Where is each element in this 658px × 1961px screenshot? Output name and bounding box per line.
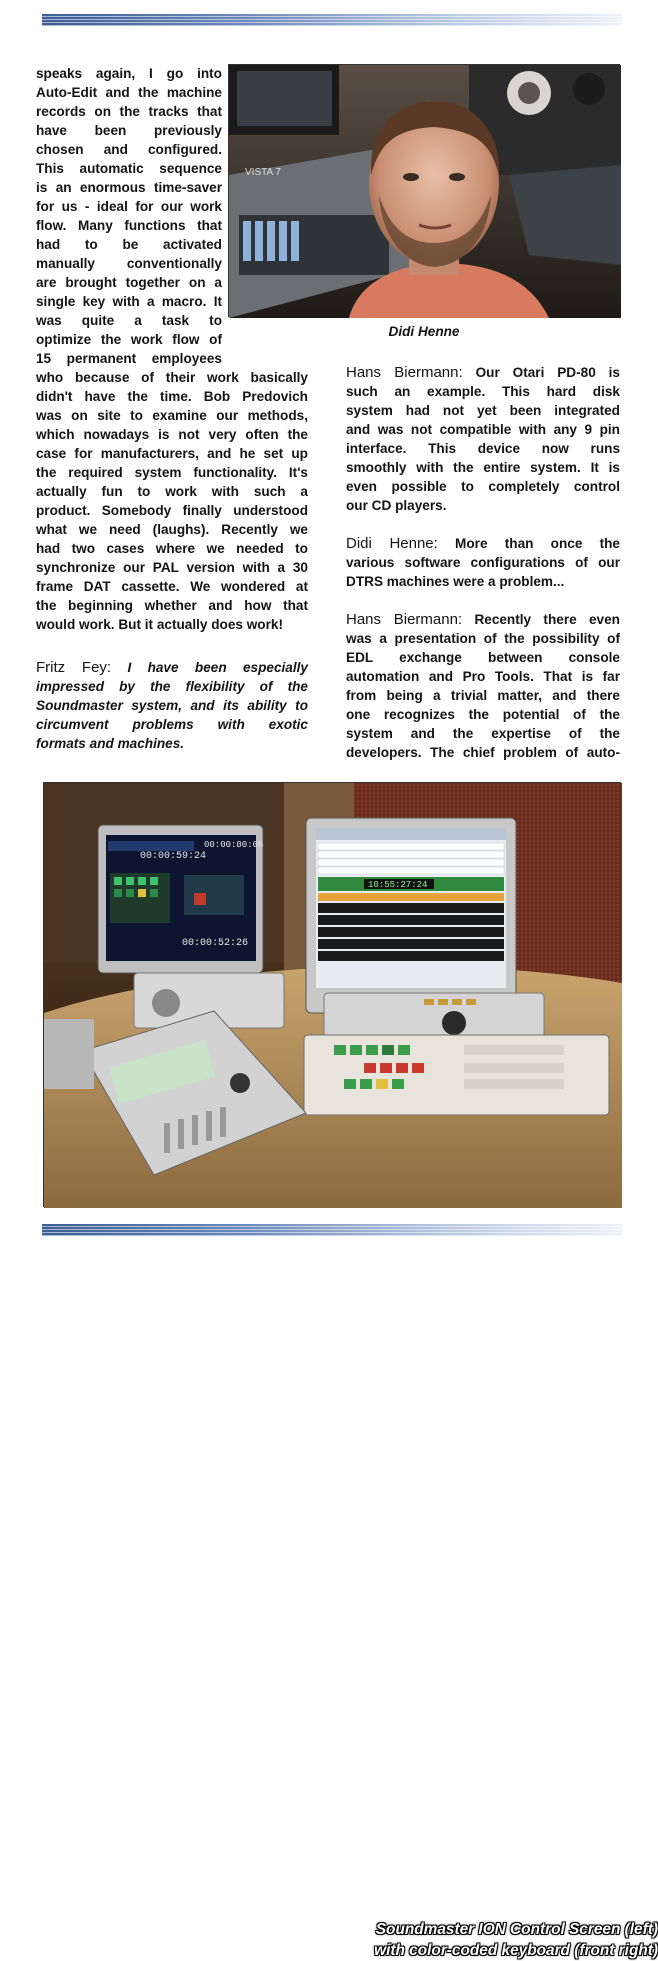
text-line: is an enormous time-saver <box>36 180 222 195</box>
text-line: such an example. This hard disk <box>346 384 620 399</box>
text-line: the required system functionality. It's <box>36 465 308 480</box>
text-line: from being a trivial matter, and there <box>346 688 620 703</box>
p2-first-line <box>346 534 620 553</box>
text-line: smoothly with the entire system. It is <box>346 460 620 475</box>
text-line: chosen and configured. <box>36 142 222 157</box>
text-line: was a presentation of the possibility of <box>346 631 620 646</box>
studio-photo <box>43 782 658 1959</box>
text-line: developers. The chief problem of auto- <box>346 745 620 760</box>
fritz-first-text: I have been especially <box>127 660 308 675</box>
text-line: for us - ideal for our work <box>36 199 222 214</box>
text-line: system and the expertise of the <box>346 726 620 741</box>
text-line: was quite a task to <box>36 313 222 328</box>
footer-rule <box>42 1224 622 1236</box>
text-line: circumvent problems with exotic <box>36 717 308 732</box>
text-line: the beginning whether and how that <box>36 598 308 613</box>
text-line: synchronize our PAL version with a 30 <box>36 560 308 575</box>
text-line: didn't have the time. Bob Predovich <box>36 389 308 404</box>
text-line: DTRS machines were a problem... <box>346 574 565 589</box>
text-line: product. Somebody finally understood <box>36 503 308 518</box>
p2-first-text: More than once the <box>455 536 620 551</box>
left-screen-tc1: 00:00:59:24 <box>140 851 207 862</box>
text-line: records on the tracks that <box>36 104 222 119</box>
text-line: had two cases where we needed to <box>36 541 308 556</box>
text-line: impressed by the flexibility of the <box>36 679 308 694</box>
text-line: even possible to completely control <box>346 479 620 494</box>
text-line: This automatic sequence <box>36 161 222 176</box>
text-line: interface. This device now runs <box>346 441 620 456</box>
text-line: what we need (laughs). Recently we <box>36 522 308 537</box>
text-line: case for manufacturers, and he set up <box>36 446 308 461</box>
text-line: system had not yet been integrated <box>346 403 620 418</box>
p3-first-text: Recently there even <box>474 612 620 627</box>
portrait-caption: Didi Henne <box>388 324 460 339</box>
article-right-column <box>346 363 620 762</box>
studio-caption-line2: with color-coded keyboard (front right) <box>374 1942 658 1959</box>
right-screen-tc: 10:55:27:24 <box>368 880 428 890</box>
p1-first-text: Our Otari PD-80 is <box>475 365 620 380</box>
text-line: frame DAT cassette. We wondered at <box>36 579 308 594</box>
text-line: single key with a macro. It <box>36 294 222 309</box>
text-line: which nowadays is not very often the <box>36 427 308 442</box>
text-line: our CD players. <box>346 498 447 513</box>
text-line: Soundmaster system, and its ability to <box>36 698 308 713</box>
console-label: VISTA 7 <box>245 167 281 178</box>
text-line: had to be activated <box>36 237 222 252</box>
fritz-speaker: Fritz Fey: <box>36 659 112 676</box>
text-line: various software configurations of our <box>346 555 620 570</box>
text-line: actually fun to work with such a <box>36 484 308 499</box>
text-line: optimize the work flow of <box>36 332 222 347</box>
fritz-first-line <box>36 658 308 677</box>
text-line: speaks again, I go into <box>36 66 222 81</box>
text-line: 15 permanent employees <box>36 351 222 366</box>
studio-caption-line1: Soundmaster ION Control Screen (left) <box>375 1921 658 1938</box>
text-line: are brought together on a <box>36 275 222 290</box>
p1-speaker: Hans Biermann: <box>346 364 463 381</box>
text-line: and was not compatible with any 9 pin <box>346 422 620 437</box>
text-line: formats and machines. <box>36 736 185 751</box>
text-line: have been previously <box>36 123 222 138</box>
text-line: flow. Many functions that <box>36 218 222 233</box>
text-line: who because of their work basically <box>36 370 308 385</box>
p2-speaker: Didi Henne: <box>346 535 438 552</box>
text-line: would work. But it actually does work! <box>36 617 283 632</box>
text-line: manually conventionally <box>36 256 222 271</box>
header-rule <box>42 14 622 26</box>
left-screen-tc3: 00:00:52:26 <box>182 938 249 949</box>
portrait-photo <box>228 64 620 317</box>
text-line: one recognizes the potential of the <box>346 707 620 722</box>
left-screen-tc2: 00:00:00:06 <box>204 840 264 850</box>
text-line: EDL exchange between console <box>346 650 620 665</box>
studio-caption <box>346 1919 658 1961</box>
text-line: automation and Pro Tools. That is far <box>346 669 620 684</box>
fritz-paragraph <box>36 658 308 753</box>
text-line: was on site to examine our methods, <box>36 408 308 423</box>
article-left-bottom <box>36 368 308 634</box>
p3-first-line <box>346 610 620 629</box>
article-left-top <box>36 64 222 368</box>
p3-speaker: Hans Biermann: <box>346 611 463 628</box>
text-line: Auto-Edit and the machine <box>36 85 222 100</box>
p1-first-line <box>346 363 620 382</box>
